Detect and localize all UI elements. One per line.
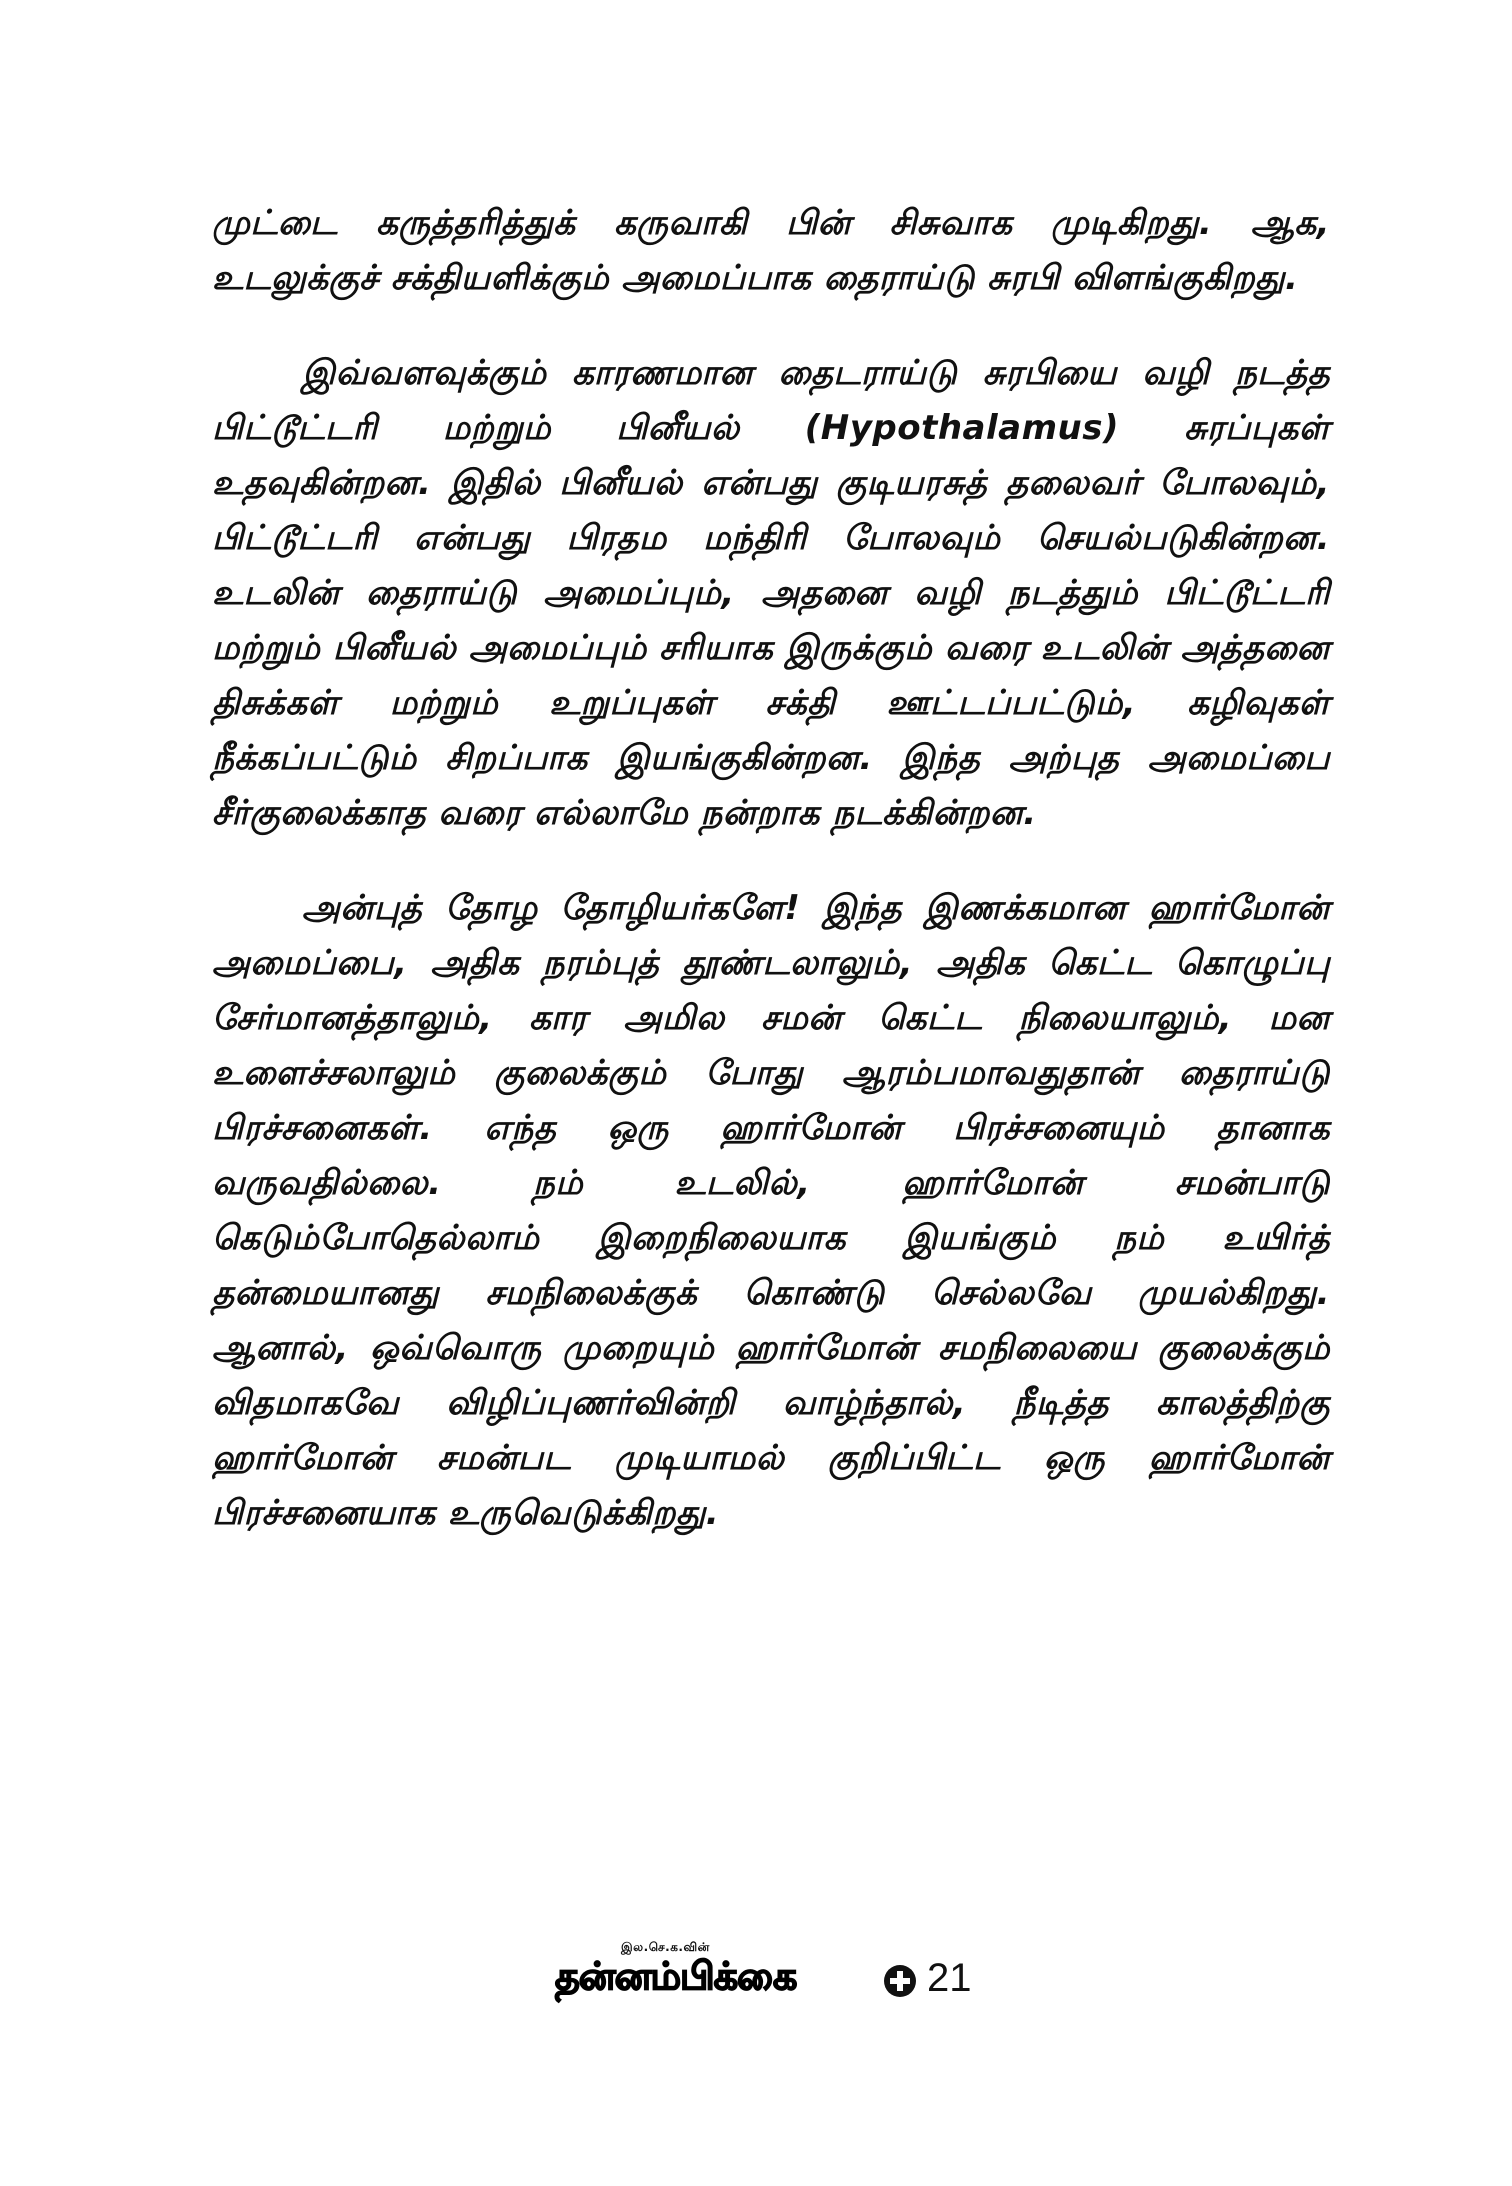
body-text <box>212 196 1330 1541</box>
paragraph-1: முட்டை கருத்தரித்துக் கருவாகி பின் சிசுவாக முடிகிறது. ஆக, உடலுக்குச் சக்தியளிக்கும் அமைப்பாக தைராய்டு சுரபி விளங்குகிறது. <box>212 203 1330 298</box>
page-number: 21 <box>927 1956 972 2000</box>
footer-book-title: தன்னம்பிக்கை <box>555 1954 797 1998</box>
footer-brand <box>555 1940 1015 2020</box>
page-footer <box>0 1940 1512 2020</box>
paragraph-3: அன்புத் தோழ தோழியர்களே! இந்த இணக்கமான ஹார்மோன் அமைப்பை, அதிக நரம்புத் தூண்டலாலும், அதிக கெட்ட கொழுப்பு சேர்மானத்தாலும், கார அமில சமன் கெட்ட நிலையாலும், மன உளைச்சலாலும் குலைக்கும் போது ஆரம்பமாவதுதான் தைராய்டு பிரச்சனைகள். எந்த ஒரு ஹார்மோன் பிரச்சனையும் தானாக வருவதில்லை. நம் உடலில், ஹார்மோன் சமன்பாடு கெடும்போதெல்லாம் இறைநிலையாக இயங்கும் நம் உயிர்த் தன்மையானது சமநிலைக்குக் கொண்டு செல்லவே முயல்கிறது. ஆனால், ஒவ்வொரு முறையும் ஹார்மோன் சமநிலையை குலைக்கும் விதமாகவே விழிப்புணர்வின்றி வாழ்ந்தால், நீடித்த காலத்திற்கு ஹார்மோன் சமன்பட முடியாமல் குறிப்பிட்ட ஒரு ஹார்மோன் பிரச்சனையாக உருவெடுக்கிறது. <box>212 888 1330 1533</box>
paragraph-2: இவ்வளவுக்கும் காரணமான தைடராய்டு சுரபியை வழி நடத்த பிட்டூட்டரி மற்றும் பினீயல் (Hypothalamus) சுரப்புகள் உதவுகின்றன. இதில் பினீயல் என்பது குடியரசுத் தலைவர் போலவும், பிட்டூட்டரி என்பது பிரதம மந்திரி போலவும் செயல்படுகின்றன. உடலின் தைராய்டு அமைப்பும், அதனை வழி நடத்தும் பிட்டூட்டரி மற்றும் பினீயல் அமைப்பும் சரியாக இருக்கும் வரை உடலின் அத்தனை திசுக்கள் மற்றும் உறுப்புகள் சக்தி ஊட்டப்பட்டும், கழிவுகள் நீக்கப்பட்டும் சிறப்பாக இயங்குகின்றன. இந்த அற்புத அமைப்பை சீர்குலைக்காத வரை எல்லாமே நன்றாக நடக்கின்றன. <box>212 353 1330 833</box>
plus-circle-icon <box>883 1964 917 1998</box>
footer-author: இல.செ.க.வின் <box>621 1940 710 1954</box>
